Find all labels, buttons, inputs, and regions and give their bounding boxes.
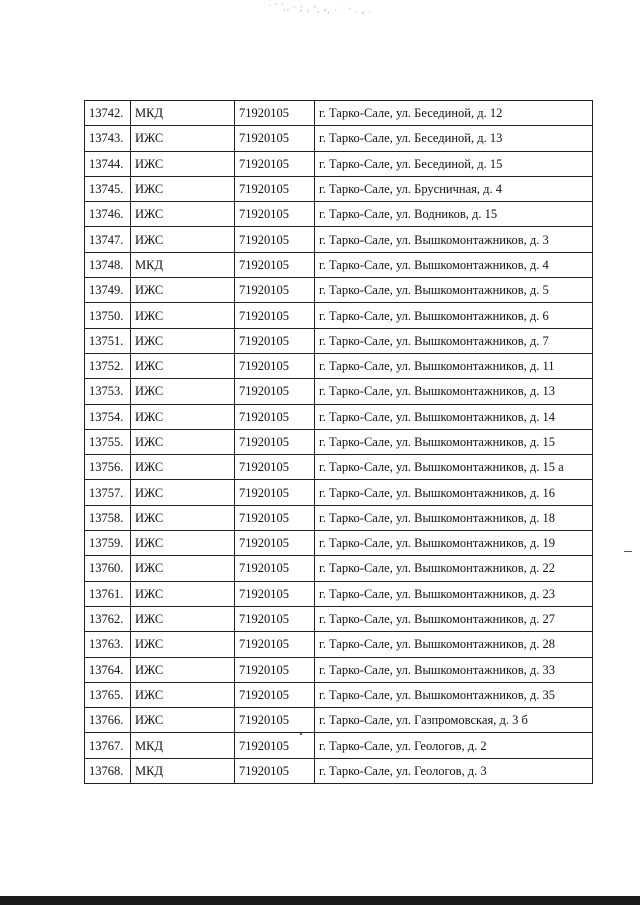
table-row — [85, 632, 593, 657]
address-cell: г. Тарко-Сале, ул. Вышкомонтажников, д. 4 — [315, 252, 593, 277]
address-cell: г. Тарко-Сале, ул. Брусничная, д. 4 — [315, 176, 593, 201]
table-row — [85, 480, 593, 505]
building-type-cell: МКД — [131, 733, 235, 758]
table-row — [85, 227, 593, 252]
oktmo-code-cell: 71920105 — [235, 278, 315, 303]
table-row — [85, 556, 593, 581]
address-cell: г. Тарко-Сале, ул. Вышкомонтажников, д. 28 — [315, 632, 593, 657]
oktmo-code-cell: 71920105 — [235, 480, 315, 505]
oktmo-code-cell: 71920105 — [235, 708, 315, 733]
building-type-cell: ИЖС — [131, 328, 235, 353]
address-registry-table — [84, 100, 593, 784]
row-number-cell: 13743. — [85, 126, 131, 151]
table-row — [85, 531, 593, 556]
row-number-cell: 13753. — [85, 379, 131, 404]
building-type-cell: ИЖС — [131, 126, 235, 151]
oktmo-code-cell: 71920105 — [235, 733, 315, 758]
row-number-cell: 13749. — [85, 278, 131, 303]
address-cell: г. Тарко-Сале, ул. Вышкомонтажников, д. 13 — [315, 379, 593, 404]
row-number-cell: 13752. — [85, 353, 131, 378]
address-cell: г. Тарко-Сале, ул. Водников, д. 15 — [315, 202, 593, 227]
table-row — [85, 252, 593, 277]
table-row — [85, 328, 593, 353]
address-cell: г. Тарко-Сале, ул. Бесединой, д. 12 — [315, 101, 593, 126]
table-row — [85, 126, 593, 151]
row-number-cell: 13761. — [85, 581, 131, 606]
scan-speck — [300, 733, 302, 735]
oktmo-code-cell: 71920105 — [235, 531, 315, 556]
address-cell: г. Тарко-Сале, ул. Вышкомонтажников, д. 3 — [315, 227, 593, 252]
table-row — [85, 379, 593, 404]
oktmo-code-cell: 71920105 — [235, 303, 315, 328]
row-number-cell: 13757. — [85, 480, 131, 505]
building-type-cell: ИЖС — [131, 505, 235, 530]
oktmo-code-cell: 71920105 — [235, 151, 315, 176]
oktmo-code-cell: 71920105 — [235, 126, 315, 151]
building-type-cell: ИЖС — [131, 682, 235, 707]
oktmo-code-cell: 71920105 — [235, 632, 315, 657]
oktmo-code-cell: 71920105 — [235, 758, 315, 783]
table-row — [85, 455, 593, 480]
address-cell: г. Тарко-Сале, ул. Вышкомонтажников, д. 16 — [315, 480, 593, 505]
address-cell: г. Тарко-Сале, ул. Вышкомонтажников, д. 15 — [315, 429, 593, 454]
table-row — [85, 303, 593, 328]
row-number-cell: 13763. — [85, 632, 131, 657]
row-number-cell: 13745. — [85, 176, 131, 201]
oktmo-code-cell: 71920105 — [235, 455, 315, 480]
building-type-cell: ИЖС — [131, 708, 235, 733]
table-row — [85, 278, 593, 303]
building-type-cell: ИЖС — [131, 531, 235, 556]
building-type-cell: МКД — [131, 252, 235, 277]
oktmo-code-cell: 71920105 — [235, 328, 315, 353]
table-row — [85, 176, 593, 201]
oktmo-code-cell: 71920105 — [235, 556, 315, 581]
table-row — [85, 353, 593, 378]
address-cell: г. Тарко-Сале, ул. Газпромовская, д. 3 б — [315, 708, 593, 733]
row-number-cell: 13746. — [85, 202, 131, 227]
table-row — [85, 581, 593, 606]
oktmo-code-cell: 71920105 — [235, 429, 315, 454]
building-type-cell: ИЖС — [131, 151, 235, 176]
row-number-cell: 13767. — [85, 733, 131, 758]
building-type-cell: ИЖС — [131, 657, 235, 682]
address-cell: г. Тарко-Сале, ул. Вышкомонтажников, д. 33 — [315, 657, 593, 682]
scan-bottom-edge — [0, 896, 640, 905]
building-type-cell: МКД — [131, 758, 235, 783]
address-cell: г. Тарко-Сале, ул. Геологов, д. 2 — [315, 733, 593, 758]
oktmo-code-cell: 71920105 — [235, 176, 315, 201]
address-cell: г. Тарко-Сале, ул. Бесединой, д. 13 — [315, 126, 593, 151]
building-type-cell: ИЖС — [131, 455, 235, 480]
table-row — [85, 404, 593, 429]
address-cell: г. Тарко-Сале, ул. Вышкомонтажников, д. 19 — [315, 531, 593, 556]
address-cell: г. Тарко-Сале, ул. Вышкомонтажников, д. 18 — [315, 505, 593, 530]
table-row — [85, 657, 593, 682]
row-number-cell: 13751. — [85, 328, 131, 353]
table-row — [85, 682, 593, 707]
oktmo-code-cell: 71920105 — [235, 227, 315, 252]
building-type-cell: ИЖС — [131, 303, 235, 328]
row-number-cell: 13764. — [85, 657, 131, 682]
building-type-cell: МКД — [131, 101, 235, 126]
building-type-cell: ИЖС — [131, 353, 235, 378]
oktmo-code-cell: 71920105 — [235, 379, 315, 404]
address-cell: г. Тарко-Сале, ул. Вышкомонтажников, д. 5 — [315, 278, 593, 303]
row-number-cell: 13768. — [85, 758, 131, 783]
oktmo-code-cell: 71920105 — [235, 353, 315, 378]
scan-noise-marks: · ' ',, ∙ ; , ʼ, ⸗, ∙ ˙ ˚ ∙ ⸗ ∙ — [267, 0, 373, 18]
address-cell: г. Тарко-Сале, ул. Вышкомонтажников, д. 35 — [315, 682, 593, 707]
table-row — [85, 101, 593, 126]
address-cell: г. Тарко-Сале, ул. Геологов, д. 3 — [315, 758, 593, 783]
table-row — [85, 606, 593, 631]
table-body — [85, 101, 593, 784]
address-cell: г. Тарко-Сале, ул. Вышкомонтажников, д. 23 — [315, 581, 593, 606]
row-number-cell: 13742. — [85, 101, 131, 126]
address-cell: г. Тарко-Сале, ул. Вышкомонтажников, д. 7 — [315, 328, 593, 353]
row-number-cell: 13756. — [85, 455, 131, 480]
building-type-cell: ИЖС — [131, 379, 235, 404]
row-number-cell: 13750. — [85, 303, 131, 328]
address-cell: г. Тарко-Сале, ул. Вышкомонтажников, д. 22 — [315, 556, 593, 581]
building-type-cell: ИЖС — [131, 556, 235, 581]
row-number-cell: 13755. — [85, 429, 131, 454]
building-type-cell: ИЖС — [131, 227, 235, 252]
oktmo-code-cell: 71920105 — [235, 581, 315, 606]
row-number-cell: 13754. — [85, 404, 131, 429]
address-cell: г. Тарко-Сале, ул. Вышкомонтажников, д. 14 — [315, 404, 593, 429]
building-type-cell: ИЖС — [131, 278, 235, 303]
table-row — [85, 708, 593, 733]
building-type-cell: ИЖС — [131, 480, 235, 505]
table-row — [85, 733, 593, 758]
table-row — [85, 758, 593, 783]
building-type-cell: ИЖС — [131, 404, 235, 429]
row-number-cell: 13758. — [85, 505, 131, 530]
row-number-cell: 13747. — [85, 227, 131, 252]
oktmo-code-cell: 71920105 — [235, 505, 315, 530]
oktmo-code-cell: 71920105 — [235, 252, 315, 277]
oktmo-code-cell: 71920105 — [235, 682, 315, 707]
scan-edge-mark — [624, 551, 632, 552]
row-number-cell: 13748. — [85, 252, 131, 277]
table-row — [85, 505, 593, 530]
building-type-cell: ИЖС — [131, 606, 235, 631]
building-type-cell: ИЖС — [131, 202, 235, 227]
building-type-cell: ИЖС — [131, 581, 235, 606]
oktmo-code-cell: 71920105 — [235, 202, 315, 227]
oktmo-code-cell: 71920105 — [235, 657, 315, 682]
row-number-cell: 13759. — [85, 531, 131, 556]
row-number-cell: 13744. — [85, 151, 131, 176]
row-number-cell: 13766. — [85, 708, 131, 733]
address-cell: г. Тарко-Сале, ул. Вышкомонтажников, д. 6 — [315, 303, 593, 328]
address-cell: г. Тарко-Сале, ул. Вышкомонтажников, д. 11 — [315, 353, 593, 378]
table-row — [85, 202, 593, 227]
oktmo-code-cell: 71920105 — [235, 404, 315, 429]
oktmo-code-cell: 71920105 — [235, 606, 315, 631]
oktmo-code-cell: 71920105 — [235, 101, 315, 126]
row-number-cell: 13760. — [85, 556, 131, 581]
row-number-cell: 13762. — [85, 606, 131, 631]
address-cell: г. Тарко-Сале, ул. Бесединой, д. 15 — [315, 151, 593, 176]
address-cell: г. Тарко-Сале, ул. Вышкомонтажников, д. 15 а — [315, 455, 593, 480]
building-type-cell: ИЖС — [131, 176, 235, 201]
table-row — [85, 429, 593, 454]
table-row — [85, 151, 593, 176]
row-number-cell: 13765. — [85, 682, 131, 707]
building-type-cell: ИЖС — [131, 429, 235, 454]
building-type-cell: ИЖС — [131, 632, 235, 657]
address-cell: г. Тарко-Сале, ул. Вышкомонтажников, д. 27 — [315, 606, 593, 631]
